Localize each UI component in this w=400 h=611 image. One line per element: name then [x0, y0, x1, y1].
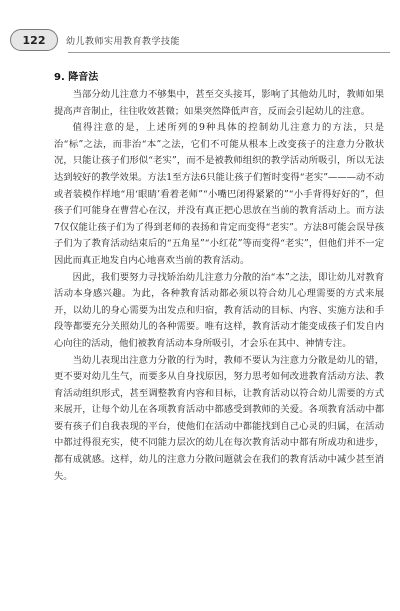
paragraph: 因此，我们要努力寻找矫治幼儿注意力分散的治“本”之法，即让幼儿对教育活动本身感兴趣。为此，各种教育活动都必须以符合幼儿心理需要的方式来展开，以幼儿的身心需要为出发点和归宿，教育活动的目标、内容、实施方法和手段等都要充分关照幼儿的各种需要。唯有这样，教育活动才能变成孩子们发自内心向往的活动，他们被教育活动本身所吸引，才会乐在其中、神情专注。: [54, 271, 384, 349]
paragraph: 当幼儿表现出注意力分散的行为时，教师不要认为注意力分散是幼儿的错，更不要对幼儿生气，而要多从自身找原因，努力思考如何改进教育活动方法、教育活动组织形式，甚至调整教育内容和目标，让教育活动以符合幼儿需要的方式来展开，让每个幼儿在各项教育活动中都感受到教师的关爱。各项教育活动中都要有孩子们自我表现的平台，使他们在活动中都能找到自己心灵的归属，在活动中都过得很充实，使不同能力层次的幼儿在每次教育活动中都有所成功和进步，都有成就感。这样，幼儿的注意力分散问题就会在我们的教育活动中减少甚至消失。: [54, 354, 384, 482]
section-heading: 9. 降音法: [54, 72, 99, 83]
page-header: [10, 28, 390, 52]
paragraph: 当部分幼儿注意力不够集中，甚至交头接耳，影响了其他幼儿时，教师如果提高声音制止，往往收效甚微；如果突然降低声音，反而会引起幼儿的注意。: [54, 89, 384, 117]
page-number-badge: 122: [10, 29, 58, 51]
page-body: [54, 58, 384, 485]
running-title: 幼儿教师实用教育教学技能: [66, 36, 181, 47]
header-rule: [68, 52, 390, 53]
paragraph: 值得注意的是，上述所列的9种具体的控制幼儿注意力的方法，只是治“标”之法，而非治“本”之法，它们不可能从根本上改变孩子的注意力分散状况，只能让孩子们形似“老实”，而不是被教师组织的教学活动所吸引，所以无法达到较好的教学效果。方法1至方法6只能让孩子们暂时变得“老实”———动不动或者装模作样地“用‘眼睛’看着老师”“小嘴巴闭得紧紧的”“小手背得好好的”，但孩子们可能身在曹营心在汉，并没有真正把心思放在当前的教育活动上。而方法7仅仅能让孩子们为了得到老师的表扬和肯定而变得“老实”。方法8可能会误导孩子们为了教育活动结束后的“五角星”“小红花”等而变得“老实”，但他们并不一定因此而真正地发自内心地喜欢当前的教育活动。: [54, 122, 384, 266]
